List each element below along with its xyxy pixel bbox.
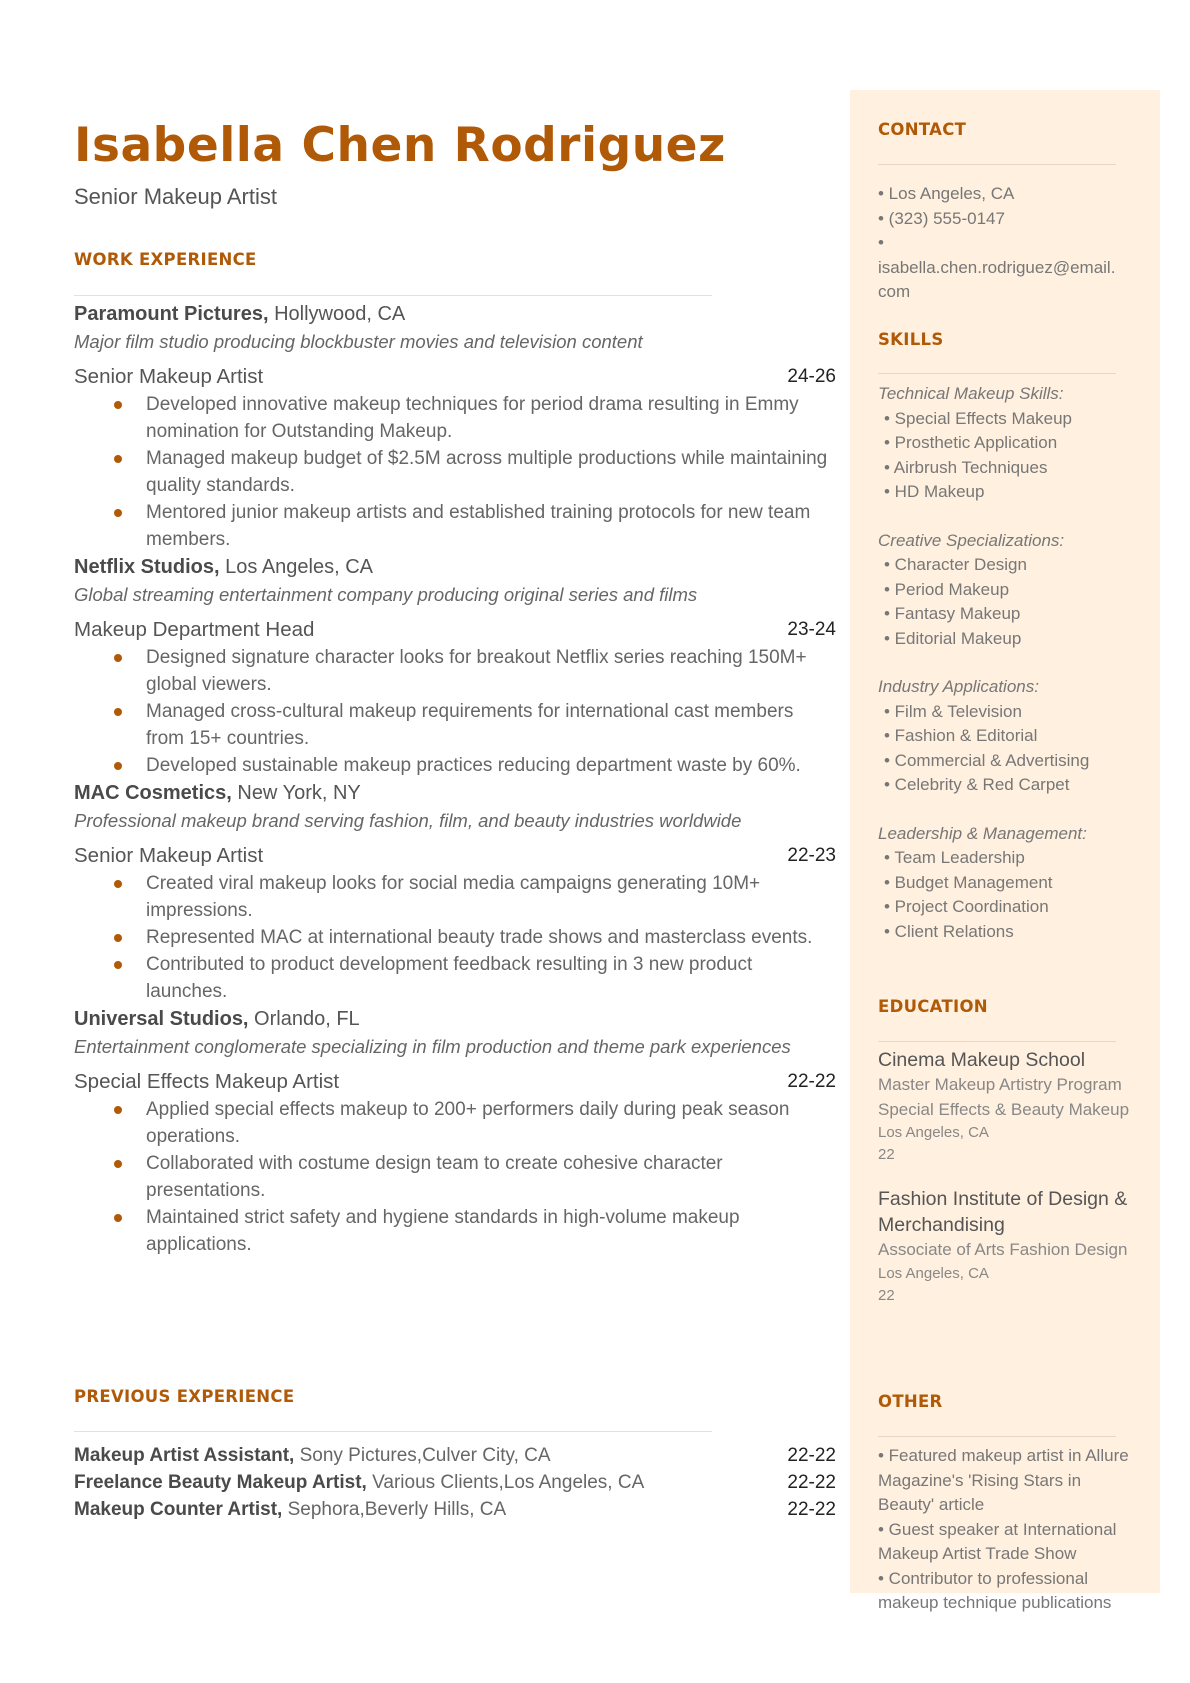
skills-block xyxy=(878,382,1140,944)
role-dates: 24-26 xyxy=(787,366,836,387)
skill-group xyxy=(878,822,1140,945)
work-experience-list xyxy=(74,300,836,1258)
achievement-item: Collaborated with costume design team to create cohesive character presentations. xyxy=(146,1150,836,1204)
education-divider xyxy=(878,1041,1116,1042)
skill-item: • Client Relations xyxy=(884,921,1014,941)
education-heading: EDUCATION xyxy=(878,997,988,1016)
role-title: Special Effects Makeup Artist xyxy=(74,1070,340,1093)
company-description: Global streaming entertainment company producing original series and films xyxy=(74,584,698,605)
previous-experience-divider xyxy=(74,1431,712,1432)
other-block xyxy=(878,1444,1140,1616)
skill-category: Leadership & Management: xyxy=(878,823,1087,843)
skill-item: • Prosthetic Application xyxy=(884,433,1058,452)
company-line xyxy=(74,300,836,328)
degree: Associate of Arts Fashion Design xyxy=(878,1240,1128,1259)
education-block xyxy=(878,1047,1140,1307)
skill-category: Industry Applications: xyxy=(878,677,1039,696)
skill-item: • Commercial & Advertising xyxy=(884,750,1090,770)
role-title: Senior Makeup Artist xyxy=(74,365,264,388)
previous-role-row xyxy=(74,1442,836,1469)
role-row xyxy=(74,363,836,391)
contact-divider xyxy=(878,164,1116,165)
skill-item: • Editorial Makeup xyxy=(884,628,1022,648)
achievement-item: Maintained strict safety and hygiene standards in high-volume makeup applications. xyxy=(146,1204,836,1258)
achievement-item: Contributed to product development feedback resulting in 3 new product launches. xyxy=(146,951,836,1005)
company-name: Netflix Studios, xyxy=(74,556,220,578)
achievement-item: Mentored junior makeup artists and established training protocols for new team members. xyxy=(146,499,836,553)
contact-phone: • (323) 555-0147 xyxy=(878,208,1005,228)
skill-item: • Special Effects Makeup xyxy=(884,408,1073,428)
skill-item: • HD Makeup xyxy=(884,482,985,501)
achievement-list xyxy=(74,1096,836,1258)
previous-role-title: Makeup Counter Artist, xyxy=(74,1499,283,1520)
work-experience-divider xyxy=(74,295,712,296)
contact-email[interactable] xyxy=(878,256,1140,305)
job-entry xyxy=(74,300,836,553)
skill-item: • Budget Management xyxy=(884,872,1053,892)
other-divider xyxy=(878,1436,1116,1437)
skill-category: Technical Makeup Skills: xyxy=(878,384,1064,403)
company-location: New York, NY xyxy=(231,782,361,804)
skill-item: • Character Design xyxy=(884,555,1027,574)
education-entry xyxy=(878,1186,1140,1307)
role-title: Senior Makeup Artist xyxy=(74,844,264,867)
role-row xyxy=(74,842,836,870)
school-name: Fashion Institute of Design & Merchandising xyxy=(878,1188,1128,1236)
achievement-list xyxy=(74,644,836,779)
previous-role-title: Makeup Artist Assistant, xyxy=(74,1445,295,1466)
achievement-item: Developed innovative makeup techniques for period drama resulting in Emmy nomination for Outstanding Makeup. xyxy=(146,391,836,445)
previous-role-employer: Sony Pictures,Culver City, CA xyxy=(294,1445,551,1466)
contact-heading: CONTACT xyxy=(878,120,967,139)
company-location: Orlando, FL xyxy=(248,1008,360,1030)
company-description: Major film studio producing blockbuster movies and television content xyxy=(74,331,643,352)
other-item: • Featured makeup artist in Allure Magazine's 'Rising Stars in Beauty' article xyxy=(878,1446,1129,1514)
role-dates: 22-23 xyxy=(787,845,836,866)
company-line xyxy=(74,779,836,807)
skill-item: • Film & Television xyxy=(884,701,1022,721)
job-entry xyxy=(74,553,836,779)
achievement-item: Created viral makeup looks for social media campaigns generating 10M+ impressions. xyxy=(146,870,836,924)
previous-role-row xyxy=(74,1469,836,1496)
contact-email-part: isabella.chen.rodriguez@email. xyxy=(878,257,1116,277)
contact-block xyxy=(878,182,1140,305)
school-location: Los Angeles, CA xyxy=(878,1264,989,1282)
contact-email-part: com xyxy=(878,282,911,301)
achievement-list xyxy=(74,391,836,553)
skills-heading: SKILLS xyxy=(878,330,944,349)
company-line xyxy=(74,1005,836,1033)
degree: Master Makeup Artistry Program Special Effects & Beauty Makeup xyxy=(878,1075,1130,1119)
previous-role-dates: 22-22 xyxy=(787,1499,836,1520)
role-title: Makeup Department Head xyxy=(74,618,315,641)
skill-item: • Airbrush Techniques xyxy=(884,457,1048,477)
company-name: Universal Studios, xyxy=(74,1008,249,1030)
skill-group xyxy=(878,382,1140,505)
other-item: • Guest speaker at International Makeup Artist Trade Show xyxy=(878,1519,1117,1563)
skill-item: • Fashion & Editorial xyxy=(884,726,1038,745)
company-description: Entertainment conglomerate specializing in film production and theme park experiences xyxy=(74,1036,791,1057)
skill-item: • Celebrity & Red Carpet xyxy=(884,775,1070,794)
contact-location: • Los Angeles, CA xyxy=(878,184,1015,203)
work-experience-heading: WORK EXPERIENCE xyxy=(74,250,257,269)
skill-group xyxy=(878,675,1140,798)
company-description: Professional makeup brand serving fashion, film, and beauty industries worldwide xyxy=(74,810,742,831)
achievement-item: Designed signature character looks for breakout Netflix series reaching 150M+ global viewers. xyxy=(146,644,836,698)
skill-category: Creative Specializations: xyxy=(878,530,1065,550)
education-entry xyxy=(878,1047,1140,1166)
school-location: Los Angeles, CA xyxy=(878,1124,989,1141)
role-row xyxy=(74,1068,836,1096)
previous-role-employer: Sephora,Beverly Hills, CA xyxy=(282,1499,507,1520)
skills-divider xyxy=(878,373,1116,374)
skill-item: • Period Makeup xyxy=(884,579,1010,599)
job-entry xyxy=(74,1005,836,1258)
previous-role-dates: 22-22 xyxy=(787,1445,836,1466)
job-entry xyxy=(74,779,836,1005)
previous-experience-heading: PREVIOUS EXPERIENCE xyxy=(74,1387,295,1406)
skill-item: • Project Coordination xyxy=(884,897,1049,916)
previous-role-employer: Various Clients,Los Angeles, CA xyxy=(366,1472,645,1493)
achievement-item: Managed makeup budget of $2.5M across multiple productions while maintaining quality standards. xyxy=(146,445,836,499)
role-row xyxy=(74,616,836,644)
other-item: • Contributor to professional makeup technique publications xyxy=(878,1568,1112,1612)
previous-role-dates: 22-22 xyxy=(787,1472,836,1493)
other-heading: OTHER xyxy=(878,1392,943,1411)
skill-group xyxy=(878,529,1140,652)
company-name: Paramount Pictures, xyxy=(74,303,269,325)
company-name: MAC Cosmetics, xyxy=(74,782,232,804)
achievement-item: Developed sustainable makeup practices reducing department waste by 60%. xyxy=(146,752,836,779)
school-name: Cinema Makeup School xyxy=(878,1049,1086,1071)
previous-experience-list xyxy=(74,1442,836,1523)
skill-item: • Fantasy Makeup xyxy=(884,604,1021,623)
candidate-title: Senior Makeup Artist xyxy=(74,184,277,209)
role-dates: 22-22 xyxy=(787,1071,836,1092)
candidate-name: Isabella Chen Rodriguez xyxy=(74,118,726,173)
company-line xyxy=(74,553,836,581)
achievement-item: Applied special effects makeup to 200+ performers daily during peak season operations. xyxy=(146,1096,836,1150)
company-location: Hollywood, CA xyxy=(268,303,406,325)
graduation-year: 22 xyxy=(878,1146,895,1163)
skill-item: • Team Leadership xyxy=(884,848,1025,867)
achievement-item: Represented MAC at international beauty trade shows and masterclass events. xyxy=(146,924,836,951)
previous-role-title: Freelance Beauty Makeup Artist, xyxy=(74,1472,367,1493)
role-dates: 23-24 xyxy=(787,619,836,640)
graduation-year: 22 xyxy=(878,1286,895,1304)
achievement-list xyxy=(74,870,836,1005)
previous-role-row xyxy=(74,1496,836,1523)
achievement-item: Managed cross-cultural makeup requirements for international cast members from 15+ countries. xyxy=(146,698,836,752)
company-location: Los Angeles, CA xyxy=(219,556,374,578)
contact-email-bullet: • xyxy=(878,233,884,252)
